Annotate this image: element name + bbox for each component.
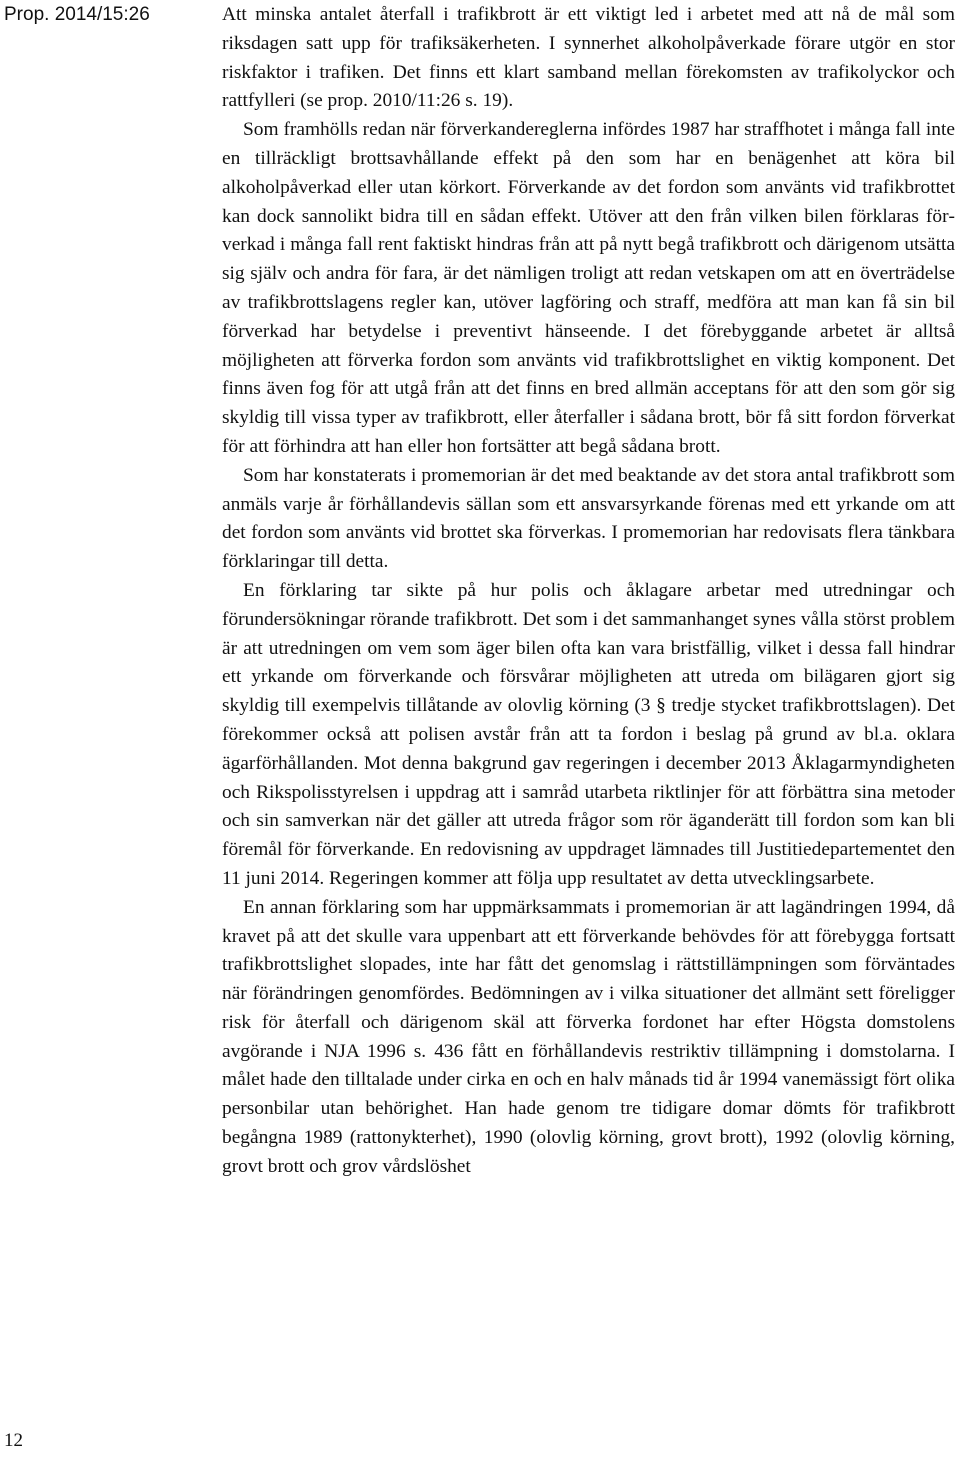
body-text <box>222 1 955 1182</box>
paragraph-2: Som framhölls redan när förverkandereglerna infördes 1987 har straffhotet i många fall inte en tillräckligt brottsavhållande effekt på den som har en benägenhet att köra bil alkoholpåverkad eller utan körkort. Förverkande av det fordon som använts vid trafikbrottet kan dock sannolikt bidra till en sådan effekt. Utöver att den från vilken bilen förklaras förverkad i många fall rent faktiskt hindras från att på nytt begå trafikbrott och därigenom utsätta sig själv och andra för fara, är det nämligen troligt att redan vetskapen om att en överträdelse av trafikbrottslagens regler kan, utöver lagföring och straff, medföra att man kan få sin bil förverkad har betydelse i preventivt hänseende. I det förebyggande arbetet är alltså möjligheten att förverka fordon som använts vid trafikbrottslighet en viktig komponent. Det finns även fog för att utgå från att det finns en bred allmän acceptans för att den som gör sig skyldig till vissa typer av trafikbrott, eller återfaller i sådana brott, bör få sitt fordon förverkat för att förhindra att han eller hon fortsätter att begå sådana brott. <box>222 119 955 457</box>
document-reference: Prop. 2014/15:26 <box>4 4 150 25</box>
page-number: 12 <box>4 1430 23 1451</box>
paragraph-5: En annan förklaring som har uppmärksammats i promemorian är att lagändringen 1994, då kravet på att det skulle vara uppenbart att ett förverkande behövdes för att förebygga fortsatt trafikbrottslighet slopades, inte har fått det genomslag i rättstillämpningen som förväntades när förändringen genomfördes. Bedömningen av i vilka situationer det allmänt sett föreligger risk för återfall och därigenom skäl att förverka fordonet har efter Högsta domstolens avgörande i NJA 1996 s. 436 fått en förhållandevis restriktiv tillämpning i domstolarna. I målet hade den tilltalade under cirka en och en halv månads tid år 1994 vanemässigt fört olika personbilar utan behörighet. Han hade genom tre tidigare domar dömts för trafikbrott begångna 1989 (rattonykterhet), 1990 (olovlig körning, grovt brott), 1992 (olovlig körning, grovt brott och grov vårdslöshet <box>222 896 955 1177</box>
paragraph-3: Som har konstaterats i promemorian är det med beaktande av det stora antal trafikbrott som anmäls varje år förhållandevis sällan som ett ansvarsyrkande förenas med ett yrkande om att det fordon som använts vid brottet ska förverkas. I promemorian har redovisats flera tänkbara förklaringar till detta. <box>222 464 955 573</box>
paragraph-4: En förklaring tar sikte på hur polis och åklagare arbetar med utredningar och förundersökningar rörande trafikbrott. Det som i det sammanhanget synes vålla störst problem är att utredningen om vem som äger bilen ofta kan vara bristfällig, vilket i dessa fall hindrar ett yrkande om förverkande och försvårar möjligheten att utreda om bilägaren gjort sig skyldig till exempelvis tillåtande av olovlig körning (3 § tredje stycket trafikbrottslagen). Det förekommer också att polisen avstår från att ta fordon i beslag på grund av bl.a. oklara ägarförhållanden. Mot denna bakgrund gav regeringen i december 2013 Åklagarmyndigheten och Rikspolisstyrelsen i uppdrag att i samråd utarbeta riktlinjer för att förbättra sina metoder och sin samverkan när det gäller att utreda frågor som rör äganderätt till fordon som kan bli föremål för förverkande. En redovisning av uppdraget lämnades till Justitiedepartementet den 11 juni 2014. Regeringen kommer att följa upp resultatet av detta utvecklingsarbete. <box>222 579 955 889</box>
paragraph-1: Att minska antalet återfall i trafikbrott är ett viktigt led i arbetet med att nå de mål som riksdagen satt upp för trafiksäkerheten. I synnerhet alkoholpåverkade förare utgör en stor riskfaktor i trafiken. Det finns ett klart samband mellan förekomsten av trafikolyckor och rattfylleri (se prop. 2010/11:26 s. 19). <box>222 4 955 112</box>
